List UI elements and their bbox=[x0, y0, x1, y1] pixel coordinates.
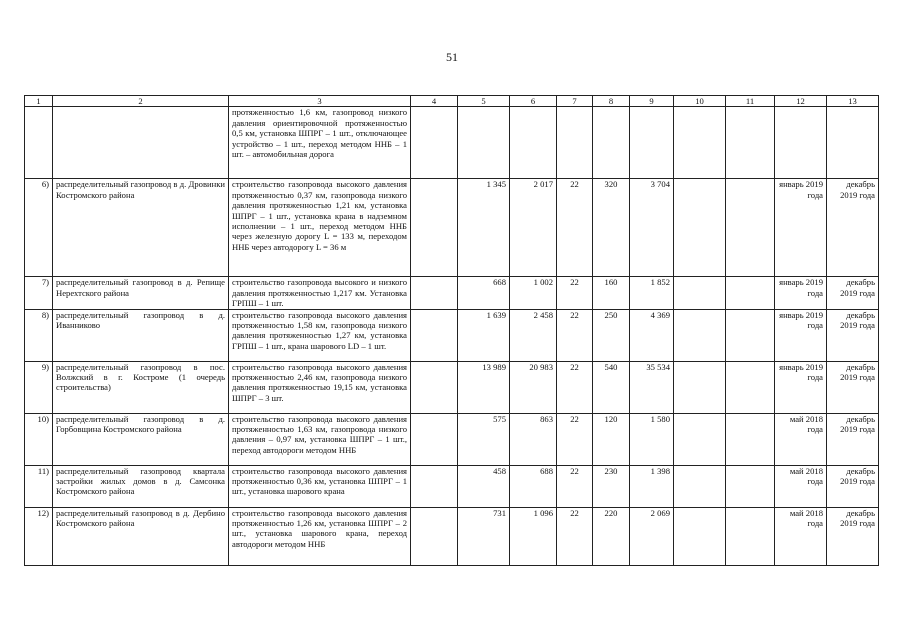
object-name: распределительный газопровод в д. Дровинки Костромского района bbox=[53, 179, 229, 277]
col-6-value: 688 bbox=[510, 465, 557, 507]
col-5-value: 1 345 bbox=[458, 179, 510, 277]
col-5-value: 575 bbox=[458, 413, 510, 465]
start-date: май 2018 года bbox=[775, 413, 827, 465]
end-date: декабрь 2019 года bbox=[827, 465, 879, 507]
col-4 bbox=[411, 277, 458, 309]
col-7-value: 22 bbox=[557, 277, 593, 309]
row-number: 12) bbox=[25, 507, 53, 565]
col-9-value: 35 534 bbox=[630, 361, 674, 413]
work-description: строительство газопровода высокого давления протяженностью 2,46 км, газопровода низкого давления протяженностью 19,15 км, установка ШПРГ – 3 шт. bbox=[229, 361, 411, 413]
col-9-value: 3 704 bbox=[630, 179, 674, 277]
object-name: распределительный газопровод квартала застройки жилых домов в д. Самсонка Костромского района bbox=[53, 465, 229, 507]
work-description: протяженностью 1,6 км, газопровод низкого давления ориентировочной протяженностью 0,5 км, установка ШПРГ – 1 шт., отключающее устройство – 1 шт., переход методом ННБ – 1 шт. – автомобильная дорога bbox=[229, 107, 411, 179]
col-11 bbox=[726, 507, 775, 565]
col-6-value: 1 096 bbox=[510, 507, 557, 565]
col-11 bbox=[726, 179, 775, 277]
col-10 bbox=[674, 277, 726, 309]
object-name: распределительный газопровод в д. Репище Нерехтского района bbox=[53, 277, 229, 309]
object-name bbox=[53, 107, 229, 179]
start-date: январь 2019 года bbox=[775, 277, 827, 309]
data-table bbox=[24, 95, 879, 566]
col-8-value: 540 bbox=[593, 361, 630, 413]
start-date: январь 2019 года bbox=[775, 309, 827, 361]
col-4 bbox=[411, 413, 458, 465]
col-7-value: 22 bbox=[557, 413, 593, 465]
start-date: январь 2019 года bbox=[775, 179, 827, 277]
end-date bbox=[827, 107, 879, 179]
col-6-value: 2 458 bbox=[510, 309, 557, 361]
column-header-3: 3 bbox=[229, 96, 411, 107]
table-row bbox=[25, 507, 879, 565]
col-7-value: 22 bbox=[557, 361, 593, 413]
col-7-value: 22 bbox=[557, 309, 593, 361]
col-5-value: 458 bbox=[458, 465, 510, 507]
page-number: 51 bbox=[446, 50, 458, 64]
start-date: май 2018 года bbox=[775, 465, 827, 507]
col-6-value: 863 bbox=[510, 413, 557, 465]
col-8-value: 250 bbox=[593, 309, 630, 361]
col-5-value: 13 989 bbox=[458, 361, 510, 413]
table-row bbox=[25, 107, 879, 179]
column-header-10: 10 bbox=[674, 96, 726, 107]
col-7-value bbox=[557, 107, 593, 179]
row-number: 10) bbox=[25, 413, 53, 465]
col-7-value: 22 bbox=[557, 507, 593, 565]
col-8-value: 220 bbox=[593, 507, 630, 565]
col-9-value: 1 580 bbox=[630, 413, 674, 465]
column-header-13: 13 bbox=[827, 96, 879, 107]
col-10 bbox=[674, 309, 726, 361]
row-number bbox=[25, 107, 53, 179]
col-11 bbox=[726, 465, 775, 507]
column-header-2: 2 bbox=[53, 96, 229, 107]
col-11 bbox=[726, 107, 775, 179]
work-description: строительство газопровода высокого и низкого давления протяженностью 1,217 км. Установка ГРПШ – 1 шт. bbox=[229, 277, 411, 309]
end-date: декабрь 2019 года bbox=[827, 309, 879, 361]
column-header-1: 1 bbox=[25, 96, 53, 107]
row-number: 9) bbox=[25, 361, 53, 413]
col-9-value: 1 852 bbox=[630, 277, 674, 309]
end-date: декабрь 2019 года bbox=[827, 179, 879, 277]
work-description: строительство газопровода высокого давления протяженностью 0,37 км, газопровода низкого давления протяженностью 1,21 км, установка ШПРГ – 1 шт., установка крана в надземном исполнении – 1 шт., переход методом ННБ через железную дорогу L = 133 м, переходом ННБ через автодорогу L = 36 м bbox=[229, 179, 411, 277]
work-description: строительство газопровода высокого давления протяженностью 1,58 км, газопровода низкого давления протяженностью 1,27 км, установка ГРПШ – 1 шт., крана шарового LD – 1 шт. bbox=[229, 309, 411, 361]
col-9-value bbox=[630, 107, 674, 179]
object-name: распределительный газопровод в д. Иванниково bbox=[53, 309, 229, 361]
col-6-value: 2 017 bbox=[510, 179, 557, 277]
col-4 bbox=[411, 507, 458, 565]
col-5-value: 731 bbox=[458, 507, 510, 565]
col-5-value bbox=[458, 107, 510, 179]
col-7-value: 22 bbox=[557, 465, 593, 507]
row-number: 7) bbox=[25, 277, 53, 309]
col-4 bbox=[411, 107, 458, 179]
col-10 bbox=[674, 107, 726, 179]
col-6-value: 1 002 bbox=[510, 277, 557, 309]
row-number: 11) bbox=[25, 465, 53, 507]
col-10 bbox=[674, 361, 726, 413]
table-row bbox=[25, 361, 879, 413]
end-date: декабрь 2019 года bbox=[827, 507, 879, 565]
col-10 bbox=[674, 413, 726, 465]
col-11 bbox=[726, 277, 775, 309]
column-header-12: 12 bbox=[775, 96, 827, 107]
col-10 bbox=[674, 507, 726, 565]
start-date: январь 2019 года bbox=[775, 361, 827, 413]
col-8-value bbox=[593, 107, 630, 179]
work-description: строительство газопровода высокого давления протяженностью 0,36 км, установка ШПРГ – 1 шт., установка шарового крана bbox=[229, 465, 411, 507]
column-header-5: 5 bbox=[458, 96, 510, 107]
table-row bbox=[25, 309, 879, 361]
table-header bbox=[25, 96, 879, 107]
col-9-value: 1 398 bbox=[630, 465, 674, 507]
col-8-value: 230 bbox=[593, 465, 630, 507]
col-10 bbox=[674, 179, 726, 277]
col-4 bbox=[411, 465, 458, 507]
table-row bbox=[25, 277, 879, 309]
start-date bbox=[775, 107, 827, 179]
col-11 bbox=[726, 413, 775, 465]
object-name: распределительный газопровод в д. Горбовщина Костромского района bbox=[53, 413, 229, 465]
col-10 bbox=[674, 465, 726, 507]
table-row bbox=[25, 465, 879, 507]
row-number: 6) bbox=[25, 179, 53, 277]
col-6-value: 20 983 bbox=[510, 361, 557, 413]
column-header-11: 11 bbox=[726, 96, 775, 107]
col-5-value: 1 639 bbox=[458, 309, 510, 361]
object-name: распределительный газопровод в д. Дербино Костромского района bbox=[53, 507, 229, 565]
col-8-value: 120 bbox=[593, 413, 630, 465]
column-header-8: 8 bbox=[593, 96, 630, 107]
work-description: строительство газопровода высокого давления протяженностью 1,26 км, установка ШПРГ – 2 шт., установка шарового крана, переход автодороги методом ННБ bbox=[229, 507, 411, 565]
table-row bbox=[25, 179, 879, 277]
end-date: декабрь 2019 года bbox=[827, 413, 879, 465]
col-9-value: 2 069 bbox=[630, 507, 674, 565]
col-4 bbox=[411, 361, 458, 413]
end-date: декабрь 2019 года bbox=[827, 361, 879, 413]
col-4 bbox=[411, 179, 458, 277]
table-row bbox=[25, 413, 879, 465]
col-5-value: 668 bbox=[458, 277, 510, 309]
col-8-value: 320 bbox=[593, 179, 630, 277]
col-4 bbox=[411, 309, 458, 361]
column-header-9: 9 bbox=[630, 96, 674, 107]
col-11 bbox=[726, 361, 775, 413]
work-description: строительство газопровода высокого давления протяженностью 1,63 км, газопровода низкого давления – 0,97 км, установка ШПРГ – 1 шт., переход автодороги методом ННБ bbox=[229, 413, 411, 465]
object-name: распределительный газопровод в пос. Волжский в г. Костроме (1 очередь строительства) bbox=[53, 361, 229, 413]
row-number: 8) bbox=[25, 309, 53, 361]
col-6-value bbox=[510, 107, 557, 179]
col-8-value: 160 bbox=[593, 277, 630, 309]
column-header-7: 7 bbox=[557, 96, 593, 107]
start-date: май 2018 года bbox=[775, 507, 827, 565]
col-11 bbox=[726, 309, 775, 361]
col-7-value: 22 bbox=[557, 179, 593, 277]
col-9-value: 4 369 bbox=[630, 309, 674, 361]
column-header-4: 4 bbox=[411, 96, 458, 107]
column-header-6: 6 bbox=[510, 96, 557, 107]
end-date: декабрь 2019 года bbox=[827, 277, 879, 309]
